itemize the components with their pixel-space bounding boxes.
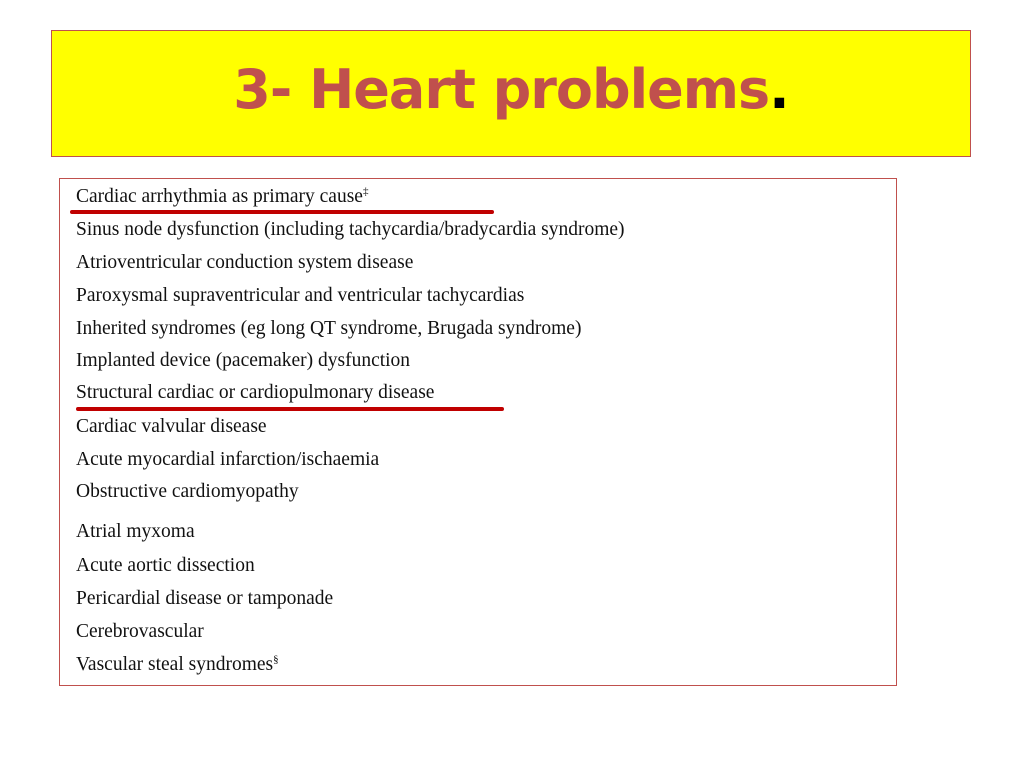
list-item-text: Inherited syndromes (eg long QT syndrome, Brugada syndrome) [76,318,582,339]
list-item-text: Cerebrovascular [76,621,204,642]
list-item [76,449,379,471]
list-item [76,481,299,503]
list-item-text: Vascular steal syndromes [76,654,274,675]
red-underline-structural [76,407,504,411]
slide-title [233,58,788,121]
list-item [76,285,524,307]
list-item [76,588,333,610]
list-item-text: Atrioventricular conduction system disease [76,252,414,273]
list-item-text: Acute aortic dissection [76,555,255,576]
list-item-text: Cardiac valvular disease [76,416,267,437]
list-item-heading-arrhythmia [76,186,368,208]
list-item [76,219,625,241]
red-underline-arrhythmia [70,210,494,214]
footnote-mark: ‡ [362,185,369,198]
list-item-text: Paroxysmal supraventricular and ventricular tachycardias [76,285,525,306]
list-item [76,416,267,438]
list-item [76,350,410,372]
list-item [76,521,195,543]
list-item-text: Atrial myxoma [76,521,195,542]
list-item-text: Pericardial disease or tamponade [76,588,334,609]
list-item-text: Implanted device (pacemaker) dysfunction [76,350,411,371]
list-item [76,555,255,577]
list-item [76,252,413,274]
slide-title-text: 3- Heart problems. [233,58,789,121]
list-item-heading-structural [76,382,434,404]
list-item [76,654,279,676]
cause-list-panel [59,178,897,686]
footnote-mark: § [273,653,279,666]
list-item [76,621,204,643]
title-banner [51,30,971,157]
list-item-text: Structural cardiac or cardiopulmonary disease [76,382,435,403]
list-item-text: Sinus node dysfunction (including tachycardia/bradycardia syndrome) [76,219,625,240]
title-period: . [769,58,789,121]
list-item-text: Cardiac arrhythmia as primary cause [76,186,363,207]
list-item-text: Acute myocardial infarction/ischaemia [76,449,380,470]
list-item [76,318,581,340]
list-item-text: Obstructive cardiomyopathy [76,481,299,502]
